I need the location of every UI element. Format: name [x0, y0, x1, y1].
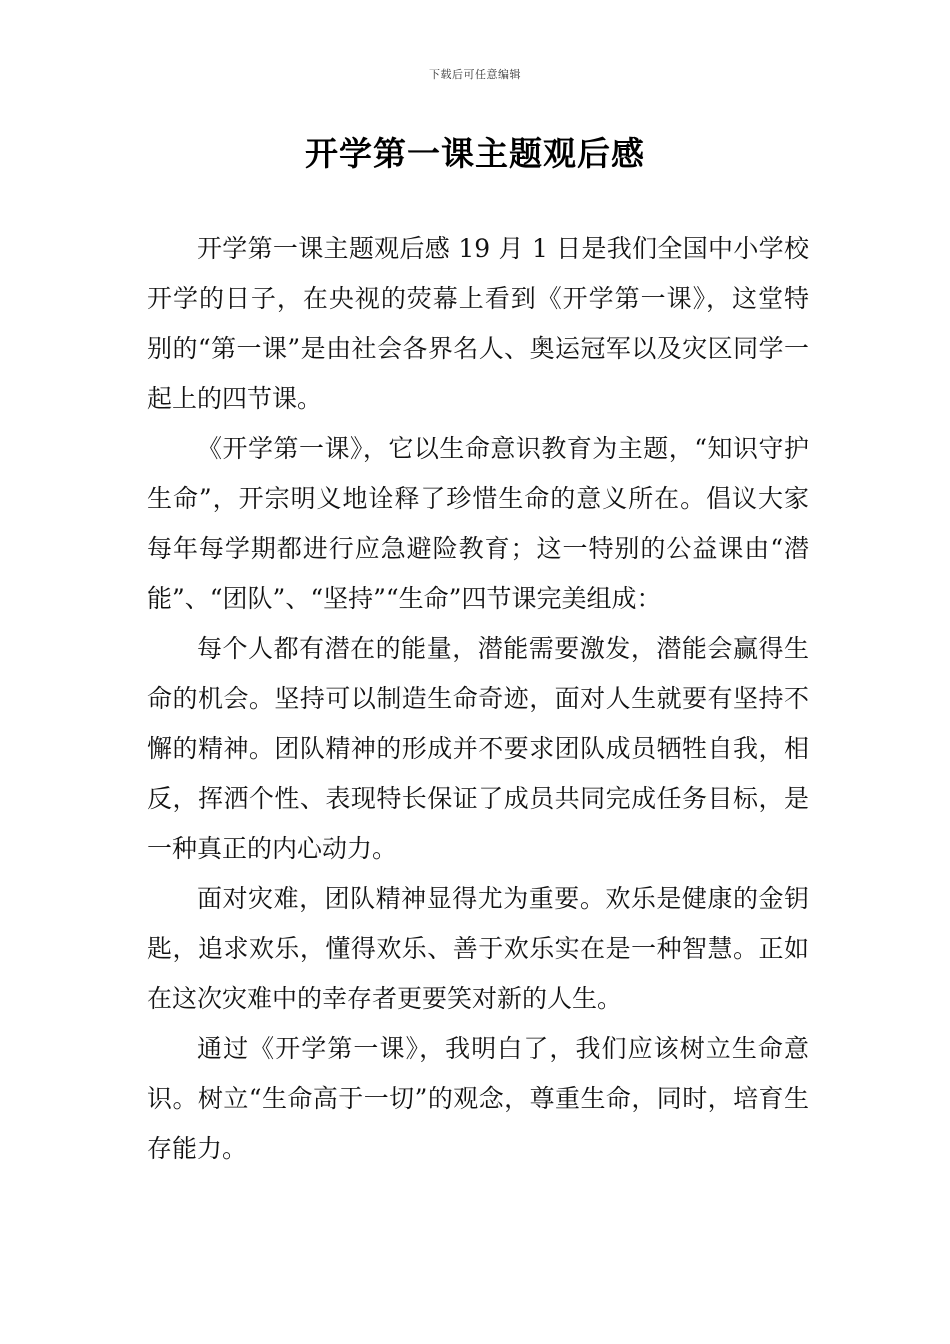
- paragraph-2: 《开学第一课》，它以生命意识教育为主题，“知识守护生命”，开宗明义地诠释了珍惜生命的意义所在。倡议大家每年每学期都进行应急避险教育；这一特别的公益课由“潜能”、“团队”、“坚持”“生命”四节课完美组成：: [147, 434, 809, 613]
- paragraph-1: 开学第一课主题观后感 19 月 1 日是我们全国中小学校开学的日子，在央视的荧幕上看到《开学第一课》，这堂特别的“第一课”是由社会各界名人、奥运冠军以及灾区同学一起上的四节课。: [147, 234, 809, 413]
- paragraph-4: 面对灾难，团队精神显得尤为重要。欢乐是健康的金钥匙，追求欢乐，懂得欢乐、善于欢乐实在是一种智慧。正如在这次灾难中的幸存者更要笑对新的人生。: [147, 884, 809, 1013]
- document-title: 开学第一课主题观后感: [305, 134, 645, 173]
- paragraph-5: 通过《开学第一课》，我明白了，我们应该树立生命意识。树立“生命高于一切”的观念，尊重生命，同时，培育生存能力。: [147, 1034, 809, 1163]
- body-text: [147, 224, 809, 1174]
- paragraph-3: 每个人都有潜在的能量，潜能需要激发，潜能会赢得生命的机会。坚持可以制造生命奇迹，面对人生就要有坚持不懈的精神。团队精神的形成并不要求团队成员牺牲自我，相反，挥洒个性、表现特长保证了成员共同完成任务目标，是一种真正的内心动力。: [147, 634, 809, 863]
- header-note: 下载后可任意编辑: [429, 68, 521, 81]
